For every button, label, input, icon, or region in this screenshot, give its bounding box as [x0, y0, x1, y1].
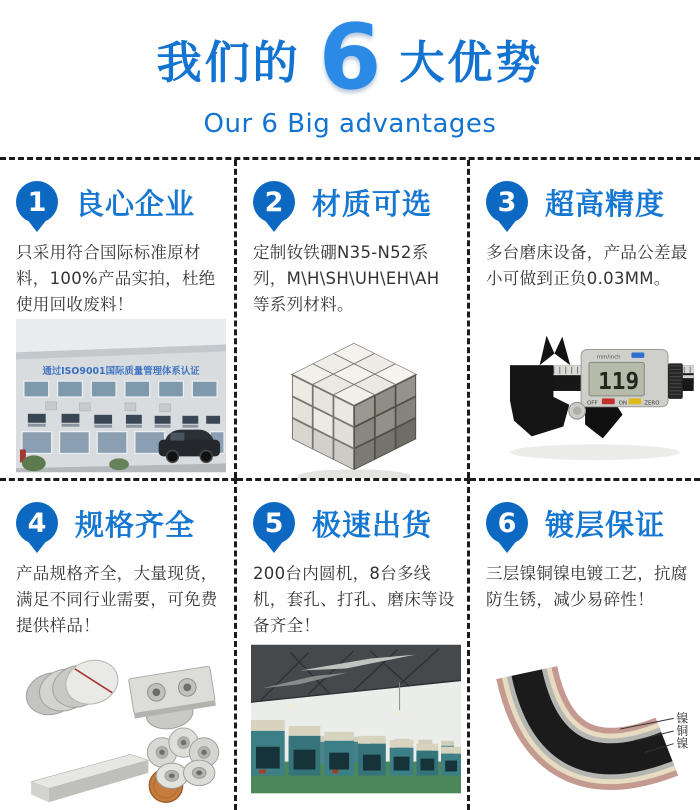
advantage-card-5: [237, 478, 470, 810]
coating-illustration: [484, 624, 694, 804]
page-header: [0, 0, 700, 157]
zero-button: [629, 398, 642, 404]
card-2-header: [253, 174, 459, 230]
power-button: [602, 398, 615, 404]
coating-layers-diagram: [484, 624, 694, 804]
card-3-header: [486, 174, 692, 230]
card-6-description: 三层镍铜镍电镀工艺，抗腐防生锈，减少易碎性！: [486, 564, 688, 610]
factory-illustration: [16, 318, 226, 473]
caliper-display: [581, 350, 668, 407]
page-subtitle: Our 6 Big advantages: [203, 108, 497, 139]
bush: [22, 456, 46, 472]
badge-number: 5: [264, 507, 284, 539]
title-prefix: 我们的: [156, 36, 301, 89]
unit-label: mm/inch: [596, 354, 621, 361]
countersunk-plate-magnet: [129, 666, 219, 734]
card-2-title: 材质可选: [312, 186, 433, 221]
pin-badge-icon: [16, 181, 58, 223]
unit-button: [631, 352, 644, 357]
factory-building-photo: [16, 318, 226, 473]
workshop-illustration: [251, 644, 461, 794]
advantage-card-2: [237, 160, 470, 478]
badge-number: 4: [27, 507, 47, 539]
card-4-description: 产品规格齐全，大量现货，满足不同行业需要，可免费提供样品！: [16, 564, 218, 636]
magnet-cubes-illustration: [252, 318, 460, 478]
advantage-card-3: [470, 160, 700, 478]
card-4-header: [16, 495, 226, 551]
layer-label-copper: 铜: [676, 723, 689, 738]
card-4-title: 规格齐全: [75, 507, 196, 542]
title-suffix: 大优势: [399, 36, 544, 89]
card-5-header: [253, 495, 459, 551]
card-1-header: [16, 174, 226, 230]
card-3-title: 超高精度: [545, 186, 666, 221]
advantage-card-1: [0, 160, 237, 478]
caliper-upper-jaw: [540, 336, 555, 366]
pin-badge-icon: [253, 181, 295, 223]
magnet-products-illustration: [17, 639, 225, 810]
ring-magnet-stack: [147, 728, 218, 789]
card-1-description: 只采用符合国际标准原材料，100%产品实拍，杜绝使用回收废料！: [16, 243, 216, 315]
card-6-header: [486, 495, 692, 551]
card-5-title: 极速出货: [312, 507, 433, 542]
card-6-title: 镀层保证: [545, 507, 666, 542]
title-big-number: 6: [318, 5, 382, 111]
caliper-illustration: [483, 310, 695, 468]
iso-banner-text: 通过ISO9001国际质量管理体系认证: [42, 366, 200, 378]
digital-caliper-photo: [483, 310, 695, 468]
pin-badge-icon: [486, 502, 528, 544]
zero-label: ZERO: [644, 400, 660, 407]
thumb-grip: [668, 363, 683, 399]
on-label: ON: [618, 400, 627, 407]
magnet-cubes-photo: [252, 318, 460, 478]
advantage-card-4: [0, 478, 237, 810]
badge-number: 1: [27, 186, 47, 218]
magnet-products-photo: [17, 639, 225, 810]
layer-label-nickel-2: 镍: [676, 736, 689, 751]
bush-2: [109, 459, 129, 471]
card-1-title: 良心企业: [75, 186, 196, 221]
card-2-description: 定制钕铁硼N35-N52系列，M\H\SH\UH\EH\AH等系列材料。: [253, 243, 440, 315]
card-5-description: 200台内圆机，8台多线机，套孔、打孔、磨床等设备齐全！: [253, 564, 455, 636]
badge-number: 2: [264, 186, 284, 218]
display-value: 119: [598, 369, 640, 395]
badge-number: 3: [497, 186, 517, 218]
advantage-card-6: [470, 478, 700, 810]
layer-label-nickel-1: 镍: [676, 711, 689, 726]
pin-badge-icon: [16, 502, 58, 544]
badge-number: 6: [497, 507, 517, 539]
page-title: [156, 5, 544, 111]
pin-badge-icon: [253, 502, 295, 544]
pin-badge-icon: [486, 181, 528, 223]
workshop-machines-photo: [251, 644, 461, 794]
advantages-grid: [0, 157, 700, 810]
coating-bands: [527, 673, 667, 759]
disc-magnet-stack: [21, 654, 123, 721]
off-label: OFF: [587, 400, 598, 407]
card-3-description: 多台磨床设备，产品公差最小可做到正负0.03MM。: [486, 243, 688, 289]
